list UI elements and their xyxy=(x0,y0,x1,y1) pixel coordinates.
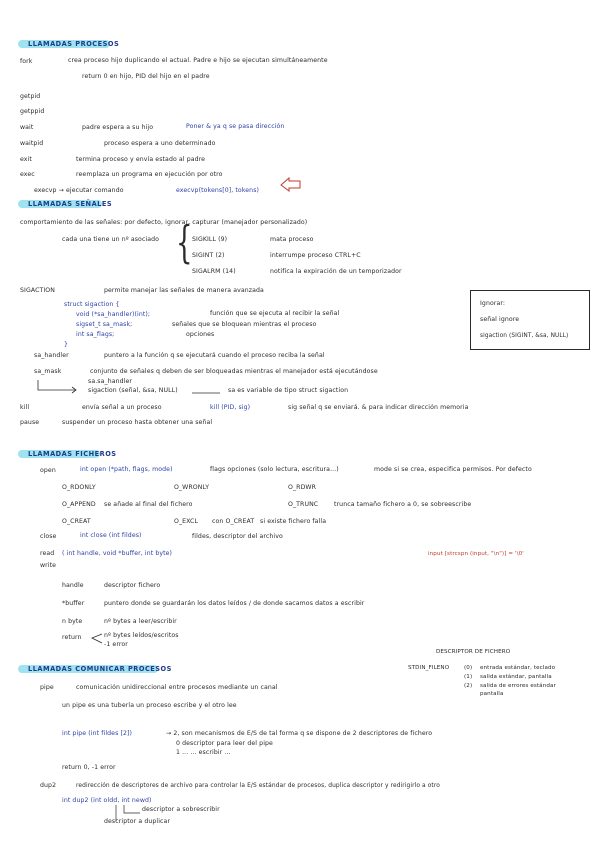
sa-mask-desc: conjunto de señales q deben de ser bloqueadas mientras el manejador está ejecutándose xyxy=(90,368,378,375)
kill-keyword: kill xyxy=(20,404,30,411)
write-keyword: write xyxy=(40,562,57,569)
getppid-keyword: getppid xyxy=(20,108,45,115)
fd0-num: (0) xyxy=(464,665,473,671)
return-desc-1: nº bytes leídos/escritos xyxy=(104,632,179,639)
fd2-num: (2) xyxy=(464,683,473,689)
execvp-desc: execvp → ejecutar comando xyxy=(34,187,124,194)
waitpid-desc: proceso espera a uno determinado xyxy=(104,140,216,147)
open-keyword: open xyxy=(40,467,56,474)
pipe-note: → 2, son mecanismos de E/S de tal forma q se dispone de 2 descriptores de fichero xyxy=(166,730,433,737)
close-code: int close (int fildes) xyxy=(80,532,142,539)
input-code: input [strcspn (input, "\n")] = '\0' xyxy=(428,551,524,557)
handle-keyword: handle xyxy=(62,582,84,589)
nbyte-keyword: n byte xyxy=(62,618,83,625)
brace-arrow-icon xyxy=(88,632,104,646)
pipe-code: int pipe (int fildes [2]) xyxy=(62,730,133,737)
ignore-box-title: Ignorar: xyxy=(480,300,506,307)
exec-keyword: exec xyxy=(20,171,35,178)
sigint-desc: interrumpe proceso CTRL+C xyxy=(270,252,361,259)
heading-ficheros: LLAMADAS FICHEROS xyxy=(28,450,117,458)
fd1-num: (1) xyxy=(464,674,473,680)
sigalrm-keyword: SIGALRM (14) xyxy=(192,268,236,275)
wait-note: Poner & ya q se pasa dirección xyxy=(186,123,285,130)
open-flags-desc: flags opciones (solo lectura, escritura...) xyxy=(210,466,339,473)
pause-keyword: pause xyxy=(20,419,40,426)
flag-trunc: O_TRUNC xyxy=(288,501,319,508)
struct-line-3-desc: señales que se bloquean mientras el proceso xyxy=(172,321,317,328)
sigkill-desc: mata proceso xyxy=(270,236,314,243)
heading-procesos: LLAMADAS PROCESOS xyxy=(28,40,120,48)
flag-creat: O_CREAT xyxy=(62,518,91,525)
exit-desc: termina proceso y envía estado al padre xyxy=(76,156,206,163)
wait-desc: padre espera a su hijo xyxy=(82,124,154,131)
fork-return: return 0 en hijo, PID del hijo en el padre xyxy=(82,73,210,80)
struct-line-2: void (*sa_handler)(int); xyxy=(76,311,151,318)
waitpid-keyword: waitpid xyxy=(20,140,44,147)
read-write-code: ( int handle, void *buffer, int byte) xyxy=(62,550,173,557)
fd2-desc: salida de errores estándar xyxy=(480,683,556,689)
read-keyword: read xyxy=(40,550,55,557)
arrow-icon xyxy=(36,378,80,394)
struct-line-4-desc: opciones xyxy=(186,331,215,338)
exec-desc: reemplaza un programa en ejecución por otro xyxy=(76,171,223,178)
pipe-note-1: 1 ... ... escribir ... xyxy=(176,749,231,756)
brace-icon: { xyxy=(176,218,193,270)
fd0-desc: entrada estándar, teclado xyxy=(480,665,556,671)
flag-excl: O_EXCL xyxy=(174,518,199,525)
buffer-desc: puntero donde se guardarán los datos leídos / de donde sacamos datos a escribir xyxy=(104,600,365,607)
kill-desc: envía señal a un proceso xyxy=(82,404,162,411)
sa-handler-desc: puntero a la función q se ejecutará cuando el proceso reciba la señal xyxy=(104,352,325,359)
red-arrow-icon xyxy=(280,178,302,192)
dup2-desc: redirección de descriptores de archivo para controlar la E/S estándar de procesos, duplica descriptor y redirigirlo a otro xyxy=(76,783,440,789)
open-code: int open (*path, flags, mode) xyxy=(80,466,173,473)
signals-behaviour: comportamiento de las señales: por defecto, ignorar, capturar (manejador personalizado) xyxy=(20,219,308,226)
kill-desc-2: sig señal q se enviará. & para indicar dirección memoria xyxy=(288,404,469,411)
struct-line-3: sigset_t sa_mask; xyxy=(76,321,133,328)
open-mode-desc: mode si se crea, especifica permisos. Por defecto xyxy=(374,466,532,473)
fork-keyword: fork xyxy=(20,58,33,65)
flag-wronly: O_WRONLY xyxy=(174,484,210,491)
flag-append-desc: se añade al final del fichero xyxy=(104,501,193,508)
execvp-code: execvp(tokens[0], tokens) xyxy=(176,187,260,194)
pipe-desc: comunicación unidireccional entre procesos mediante un canal xyxy=(76,684,278,691)
descriptor-title: DESCRIPTOR DE FICHERO xyxy=(436,649,511,655)
ignore-box-call: sigaction (SIGINT, &sa, NULL) xyxy=(480,333,569,339)
return-keyword: return xyxy=(62,634,82,641)
sigaction-call-desc: sa es variable de tipo struct sigaction xyxy=(228,387,349,394)
heading-senales: LLAMADAS SEÑALES xyxy=(28,200,113,208)
dup2-new-desc: descriptor a sobrescribir xyxy=(142,806,220,813)
fd1-desc: salida estándar, pantalla xyxy=(480,674,552,680)
sa-handler-keyword: sa_handler xyxy=(34,352,69,359)
flag-append: O_APPEND xyxy=(62,501,96,508)
dup2-code: int dup2 (int oldd, int newd) xyxy=(62,797,152,804)
signals-number: cada una tiene un nº asociado xyxy=(62,236,160,243)
dup2-keyword: dup2 xyxy=(40,782,57,789)
sigkill-keyword: SIGKILL (9) xyxy=(192,236,228,243)
handle-desc: descriptor fichero xyxy=(104,582,161,589)
heading-comunicar: LLAMADAS COMUNICAR PROCESOS xyxy=(28,665,172,673)
arrow-icon xyxy=(192,390,222,396)
wait-keyword: wait xyxy=(20,124,34,131)
exit-keyword: exit xyxy=(20,156,32,163)
getpid-keyword: getpid xyxy=(20,93,41,100)
struct-line-5: } xyxy=(64,341,69,348)
sigint-keyword: SIGINT (2) xyxy=(192,252,225,259)
close-keyword: close xyxy=(40,533,57,540)
dup2-old-desc: descriptor a duplicar xyxy=(104,818,171,825)
pipe-desc-2: un pipe es una tubería un proceso escribe y el otro lee xyxy=(62,702,237,709)
buffer-keyword: *buffer xyxy=(62,600,85,607)
pause-desc: suspender un proceso hasta obtener una señal xyxy=(62,419,213,426)
flag-rdwr: O_RDWR xyxy=(288,484,317,491)
nbyte-desc: nº bytes a leer/escribir xyxy=(104,618,177,625)
struct-line-2-desc: función que se ejecuta al recibir la señal xyxy=(210,310,340,317)
sigaction-call: sigaction (señal, &sa, NULL) xyxy=(88,387,178,394)
sa-mask-keyword: sa_mask xyxy=(34,368,62,375)
struct-line-4: int sa_flags; xyxy=(76,331,115,338)
fork-desc: crea proceso hijo duplicando el actual. Padre e hijo se ejecutan simultáneamente xyxy=(68,57,328,64)
sa-mask-sub: sa.sa_handler xyxy=(88,378,133,385)
pipe-return: return 0, -1 error xyxy=(62,764,116,771)
close-desc: fildes, descriptor del archivo xyxy=(192,533,283,540)
sigaction-desc: permite manejar las señales de manera avanzada xyxy=(104,287,264,294)
flag-trunc-desc: trunca tamaño fichero a 0, se sobreescribe xyxy=(334,501,472,508)
return-desc-2: -1 error xyxy=(104,641,128,648)
fd2-desc-2: pantalla xyxy=(480,691,504,697)
sigalrm-desc: notifica la expiración de un temporizador xyxy=(270,268,402,275)
flag-excl-desc: con O_CREAT xyxy=(212,518,255,525)
stdin-keyword: STDIN_FILENO xyxy=(408,665,450,671)
flag-rdonly: O_RDONLY xyxy=(62,484,96,491)
pipe-note-0: 0 descriptor para leer del pipe xyxy=(176,740,273,747)
flag-excl-desc-2: si existe fichero falla xyxy=(260,518,327,525)
struct-line-1: struct sigaction { xyxy=(64,301,120,308)
ignore-box-line: señal ignore xyxy=(480,316,520,323)
kill-code: kill (PID, sig) xyxy=(210,404,251,411)
sigaction-keyword: SIGACTION xyxy=(20,287,55,294)
pipe-keyword: pipe xyxy=(40,684,54,691)
